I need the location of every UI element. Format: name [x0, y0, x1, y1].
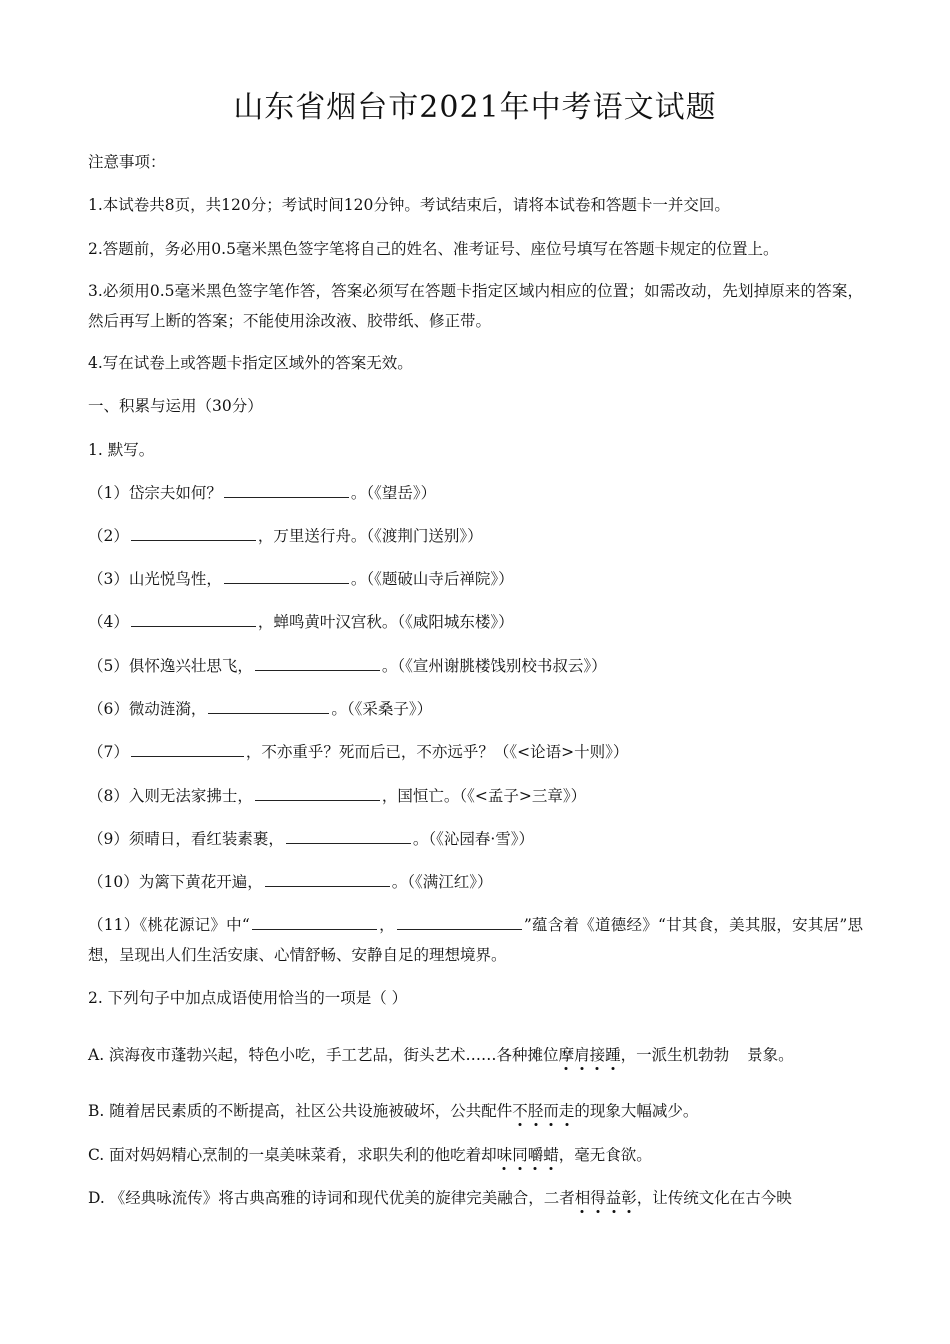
dotted-char: 味	[496, 1146, 513, 1164]
dictation-item	[88, 483, 863, 503]
item-source: ，蝉鸣黄叶汉宫秋。（《咸阳城东楼》）	[257, 613, 514, 631]
item-text: （5）俱怀逸兴壮思飞，	[88, 657, 253, 675]
dictation-item	[88, 526, 863, 546]
option-text: ，一派生机勃勃	[620, 1046, 730, 1064]
dotted-char: 接	[589, 1046, 606, 1064]
option-text: C. 面对妈妈精心烹制的一桌美味菜肴，求职失利的他吃着却	[88, 1146, 497, 1164]
item-source: 。（《宣州谢朓楼饯别校书叔云》）	[381, 657, 607, 675]
answer-blank	[131, 612, 256, 627]
dotted-char: 益	[605, 1189, 622, 1207]
dotted-char: 走	[558, 1102, 575, 1120]
item-source: 。（《满江红》）	[391, 873, 493, 891]
answer-blank	[224, 569, 349, 584]
option-text: ，毫无食欲。	[558, 1146, 652, 1164]
note-item-3: 3.必须用0.5毫米黑色签字笔作答，答案必须写在答题卡指定区域内相应的位置；如需改动，先划掉原来的答案，然后再写上断的答案；不能使用涂改液、胶带纸、修正带。	[88, 282, 863, 330]
item-source: 。（《题破山寺后禅院》）	[350, 570, 514, 588]
option-text: A. 滨海夜市蓬勃兴起，特色小吃，手工艺品，街头艺术……各种摊位	[88, 1046, 559, 1064]
item-source: ，不亦重乎？死而后已，不亦远乎？（《<论语>十则》）	[245, 743, 629, 761]
question-1-stem: 1. 默写。	[88, 441, 155, 459]
item-source: 。（《采桑子》）	[331, 700, 433, 718]
item-text: ”蕴含着《道德经》“甘其食，美其服，安其居”思想，呈现出人们生活安康、心情舒畅、安静自足的理想境界。	[88, 916, 863, 964]
dictation-item-11	[88, 910, 863, 970]
item-text: （1）岱宗夫如何？	[88, 484, 222, 502]
item-text: （10）为篱下黄花开遍，	[88, 873, 263, 891]
option-b	[88, 1101, 863, 1121]
option-text: 的现象大幅减少。	[574, 1102, 699, 1120]
item-text: （8）入则无法家拂士，	[88, 787, 253, 805]
dictation-item	[88, 699, 863, 719]
dotted-char: 而	[543, 1102, 559, 1120]
option-text: D. 《经典咏流传》将古典高雅的诗词和现代优美的旋律完美融合，二者	[88, 1189, 575, 1207]
answer-blank	[224, 483, 349, 498]
dotted-char: 嚼	[527, 1146, 544, 1164]
dictation-item	[88, 612, 863, 632]
option-d	[88, 1188, 863, 1208]
note-item-4: 4.写在试卷上或答题卡指定区域外的答案无效。	[88, 354, 413, 372]
answer-blank	[286, 829, 411, 844]
dotted-char: 胫	[527, 1102, 544, 1120]
question-2-stem: 2. 下列句子中加点成语使用恰当的一项是（ ）	[88, 989, 408, 1007]
item-text: （6）微动涟漪，	[88, 700, 207, 718]
answer-blank	[397, 915, 522, 930]
option-text: ，让传统文化在古今映	[636, 1189, 792, 1207]
answer-blank	[208, 699, 329, 714]
option-c	[88, 1145, 863, 1165]
item-source: 。（《沁园春·雪》）	[412, 830, 535, 848]
note-item-2: 2.答题前，务必用0.5毫米黑色签字笔将自己的姓名、准考证号、座位号填写在答题卡规定的位置上。	[88, 240, 779, 258]
item-text: （3）山光悦鸟性，	[88, 570, 222, 588]
option-text: B. 随着居民素质的不断提高，社区公共设施被破坏，公共配件	[88, 1102, 513, 1120]
answer-blank	[131, 526, 256, 541]
dotted-char: 摩	[558, 1046, 575, 1064]
dictation-item	[88, 786, 863, 806]
item-text: （9）须晴日，看红装素裹，	[88, 830, 284, 848]
dictation-item	[88, 872, 863, 892]
item-text: （7）	[88, 743, 129, 761]
dictation-item	[88, 742, 863, 762]
dotted-char: 同	[512, 1146, 528, 1164]
item-separator: ，	[378, 916, 395, 934]
item-text: （2）	[88, 527, 129, 545]
section-heading: 一、积累与运用（30分）	[88, 397, 263, 415]
answer-blank	[131, 742, 244, 757]
note-item-1: 1.本试卷共8页，共120分；考试时间120分钟。考试结束后，请将本试卷和答题卡一并交回。	[88, 196, 730, 214]
answer-blank	[255, 656, 380, 671]
option-a	[88, 1045, 863, 1065]
answer-blank	[265, 872, 390, 887]
item-source: 。（《望岳》）	[350, 484, 437, 502]
dotted-char: 蜡	[543, 1146, 559, 1164]
answer-blank	[255, 786, 380, 801]
dotted-char: 踵	[605, 1046, 621, 1064]
page-title: 山东省烟台市2021年中考语文试题	[233, 90, 717, 125]
dotted-char: 得	[590, 1189, 606, 1207]
dotted-char: 相	[574, 1189, 591, 1207]
dictation-item	[88, 829, 863, 849]
dotted-char: 肩	[574, 1046, 590, 1064]
dictation-item	[88, 656, 863, 676]
dotted-char: 不	[512, 1102, 528, 1120]
notes-heading: 注意事项：	[88, 153, 166, 171]
dictation-item	[88, 569, 863, 589]
item-source: ，万里送行舟。（《渡荆门送别》）	[257, 527, 483, 545]
item-text: （11）《桃花源记》中“	[88, 916, 250, 934]
answer-blank	[252, 915, 377, 930]
item-text: （4）	[88, 613, 129, 631]
option-text: 景象。	[747, 1046, 794, 1064]
item-source: ，国恒亡。（《<孟子>三章》）	[381, 787, 587, 805]
dotted-char: 彰	[621, 1189, 637, 1207]
